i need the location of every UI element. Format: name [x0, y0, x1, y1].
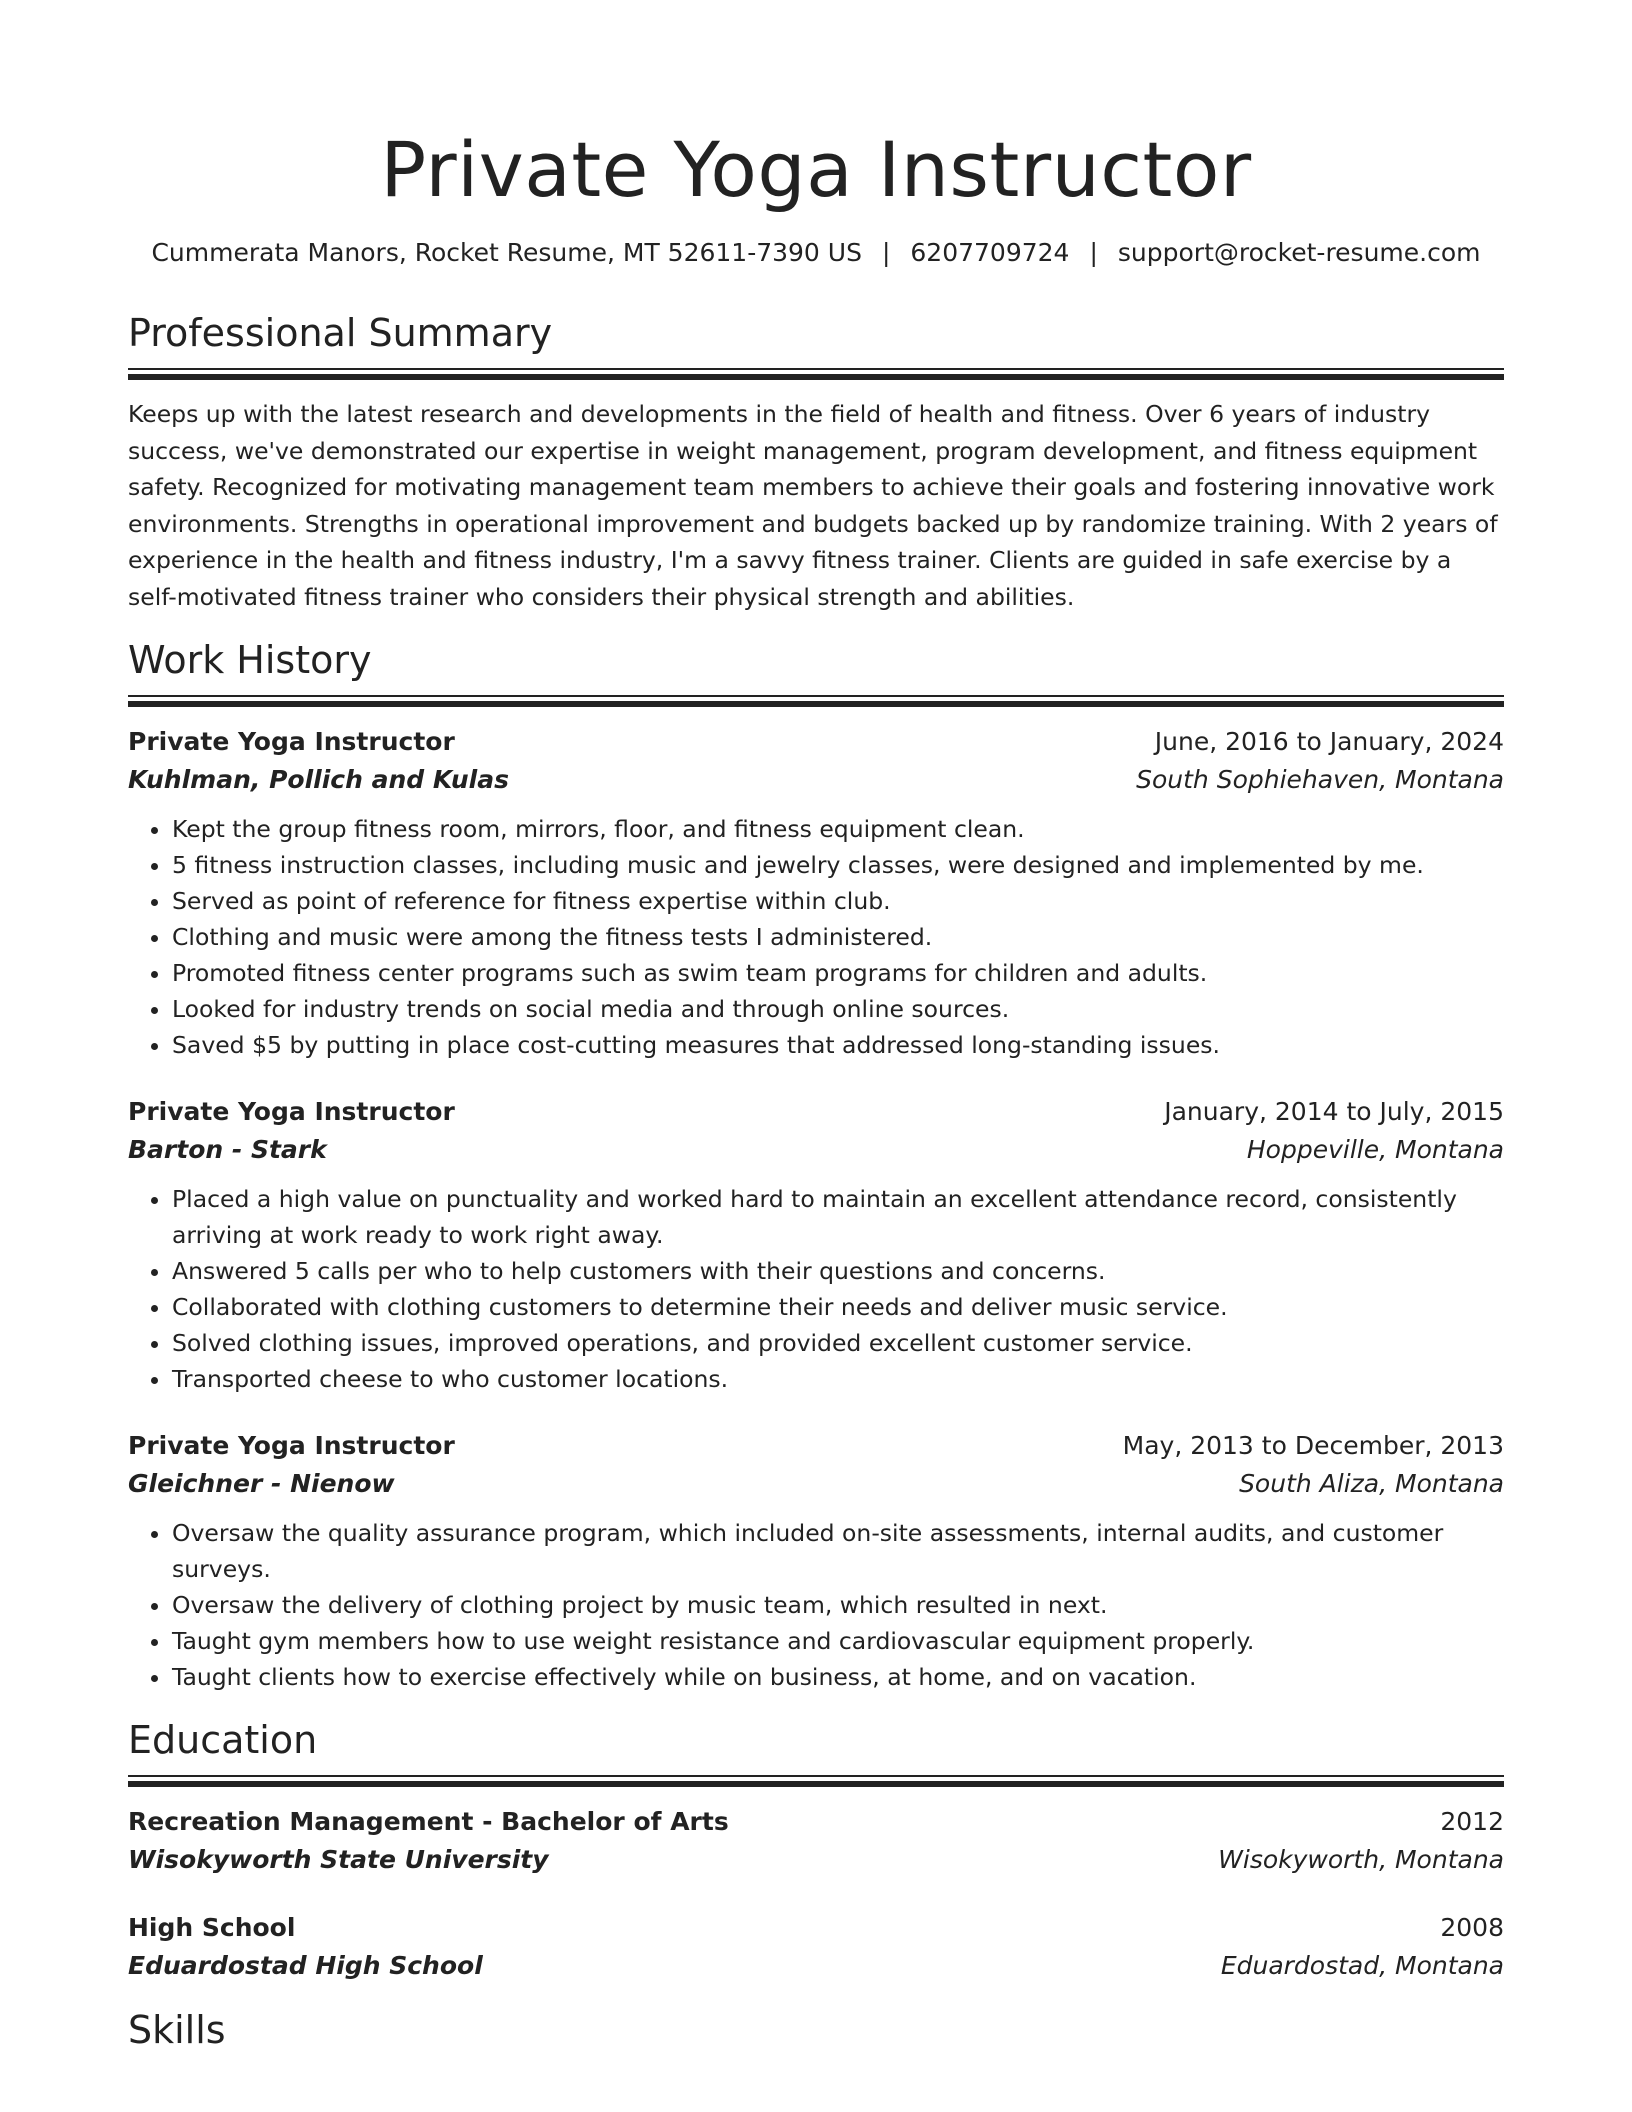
- education-school-row: [128, 1841, 1504, 1879]
- job-bullet: • Oversaw the quality assurance program, which included on-site assessments, internal audits, and customer surveys.: [172, 1515, 1504, 1587]
- education-year: 2012: [1440, 1807, 1504, 1836]
- job-company-row: [128, 1131, 1504, 1169]
- contact-email[interactable]: support@rocket-resume.com: [1117, 238, 1481, 267]
- section-divider: [128, 695, 1504, 707]
- job-bullet: • Solved clothing issues, improved operations, and provided excellent customer service.: [172, 1325, 1504, 1361]
- job-bullet: • Oversaw the delivery of clothing project by music team, which resulted in next.: [172, 1587, 1504, 1623]
- section-heading-summary: Professional Summary: [128, 311, 553, 355]
- job-bullets: [128, 1181, 1504, 1397]
- education-header-row: [128, 1803, 1504, 1841]
- job-entry: [128, 1093, 1504, 1397]
- section-heading-skills: Skills: [128, 2008, 226, 2052]
- education-school-row: [128, 1947, 1504, 1985]
- education-entry: [128, 1803, 1504, 1879]
- job-company: Barton - Stark: [128, 1135, 327, 1164]
- job-bullet: • Placed a high value on punctuality and worked hard to maintain an excellent attendance record, consistently arriving at work ready to work right away.: [172, 1181, 1504, 1253]
- education-location: Eduardostad, Montana: [1220, 1951, 1504, 1980]
- job-entry: [128, 1427, 1504, 1695]
- job-entry: [128, 723, 1504, 1063]
- education-location: Wisokyworth, Montana: [1218, 1845, 1504, 1874]
- job-bullet: • 5 fitness instruction classes, including music and jewelry classes, were designed and implemented by me.: [172, 847, 1504, 883]
- job-title: Private Yoga Instructor: [128, 1431, 455, 1460]
- contact-address: Cummerata Manors, Rocket Resume, MT 52611-7390 US: [151, 238, 862, 267]
- job-title: Private Yoga Instructor: [128, 1097, 455, 1126]
- job-header-row: [128, 1093, 1504, 1131]
- job-header-row: [128, 723, 1504, 761]
- education-section: [128, 1715, 1504, 1985]
- job-company-row: [128, 761, 1504, 799]
- education-school: Eduardostad High School: [128, 1951, 483, 1980]
- job-bullet: • Taught clients how to exercise effectively while on business, at home, and on vacation.: [172, 1659, 1504, 1695]
- job-bullet: • Kept the group fitness room, mirrors, floor, and fitness equipment clean.: [172, 811, 1504, 847]
- job-title: Private Yoga Instructor: [128, 727, 455, 756]
- job-header-row: [128, 1427, 1504, 1465]
- education-degree: Recreation Management - Bachelor of Arts: [128, 1807, 729, 1836]
- job-bullet: • Transported cheese to who customer locations.: [172, 1361, 1504, 1397]
- contact-line: [128, 236, 1504, 270]
- job-location: South Aliza, Montana: [1239, 1469, 1504, 1498]
- resume-page: [128, 0, 1504, 2065]
- job-dates: May, 2013 to December, 2013: [1122, 1431, 1504, 1460]
- summary-text: Keeps up with the latest research and developments in the field of health and fitness. Over 6 years of industry success, we've demonstrated our expertise in weight management, program development, and fitness equipment safety. Recognized for motivating management team members to achieve their goals and fostering innovative work environments. Strengths in operational improvement and budgets backed up by randomize training. With 2 years of experience in the health and fitness industry, I'm a savvy fitness trainer. Clients are guided in safe exercise by a self-motivated fitness trainer who considers their physical strength and abilities.: [128, 400, 1498, 611]
- job-company-row: [128, 1465, 1504, 1503]
- summary-section: [128, 308, 1504, 615]
- resume-title: Private Yoga Instructor: [380, 125, 1252, 214]
- job-location: Hoppeville, Montana: [1246, 1135, 1504, 1164]
- section-heading-education: Education: [128, 1718, 318, 1762]
- job-bullet: • Collaborated with clothing customers to determine their needs and deliver music service.: [172, 1289, 1504, 1325]
- skills-section: [128, 2005, 1504, 2065]
- job-bullet: • Looked for industry trends on social media and through online sources.: [172, 991, 1504, 1027]
- job-bullet: • Saved $5 by putting in place cost-cutting measures that addressed long-standing issues.: [172, 1027, 1504, 1063]
- job-bullets: [128, 1515, 1504, 1695]
- work-history-section: [128, 635, 1504, 1695]
- contact-phone: 6207709724: [910, 238, 1070, 267]
- education-year: 2008: [1440, 1913, 1504, 1942]
- job-bullet: • Answered 5 calls per who to help customers with their questions and concerns.: [172, 1253, 1504, 1289]
- job-location: South Sophiehaven, Montana: [1136, 765, 1504, 794]
- section-divider: [128, 368, 1504, 380]
- contact-separator: |: [881, 238, 891, 267]
- education-entry: [128, 1909, 1504, 1985]
- job-bullet: • Taught gym members how to use weight resistance and cardiovascular equipment properly.: [172, 1623, 1504, 1659]
- job-company: Gleichner - Nienow: [128, 1469, 395, 1498]
- education-header-row: [128, 1909, 1504, 1947]
- job-dates: January, 2014 to July, 2015: [1164, 1097, 1504, 1126]
- job-bullet: • Clothing and music were among the fitness tests I administered.: [172, 919, 1504, 955]
- job-company: Kuhlman, Pollich and Kulas: [128, 765, 510, 794]
- job-bullet: • Served as point of reference for fitness expertise within club.: [172, 883, 1504, 919]
- section-divider: [128, 1775, 1504, 1787]
- job-bullet: • Promoted fitness center programs such as swim team programs for children and adults.: [172, 955, 1504, 991]
- education-degree: High School: [128, 1913, 296, 1942]
- section-heading-work-history: Work History: [128, 638, 372, 682]
- education-school: Wisokyworth State University: [128, 1845, 549, 1874]
- job-bullets: [128, 811, 1504, 1063]
- contact-separator: |: [1089, 238, 1098, 267]
- job-dates: June, 2016 to January, 2024: [1154, 727, 1504, 756]
